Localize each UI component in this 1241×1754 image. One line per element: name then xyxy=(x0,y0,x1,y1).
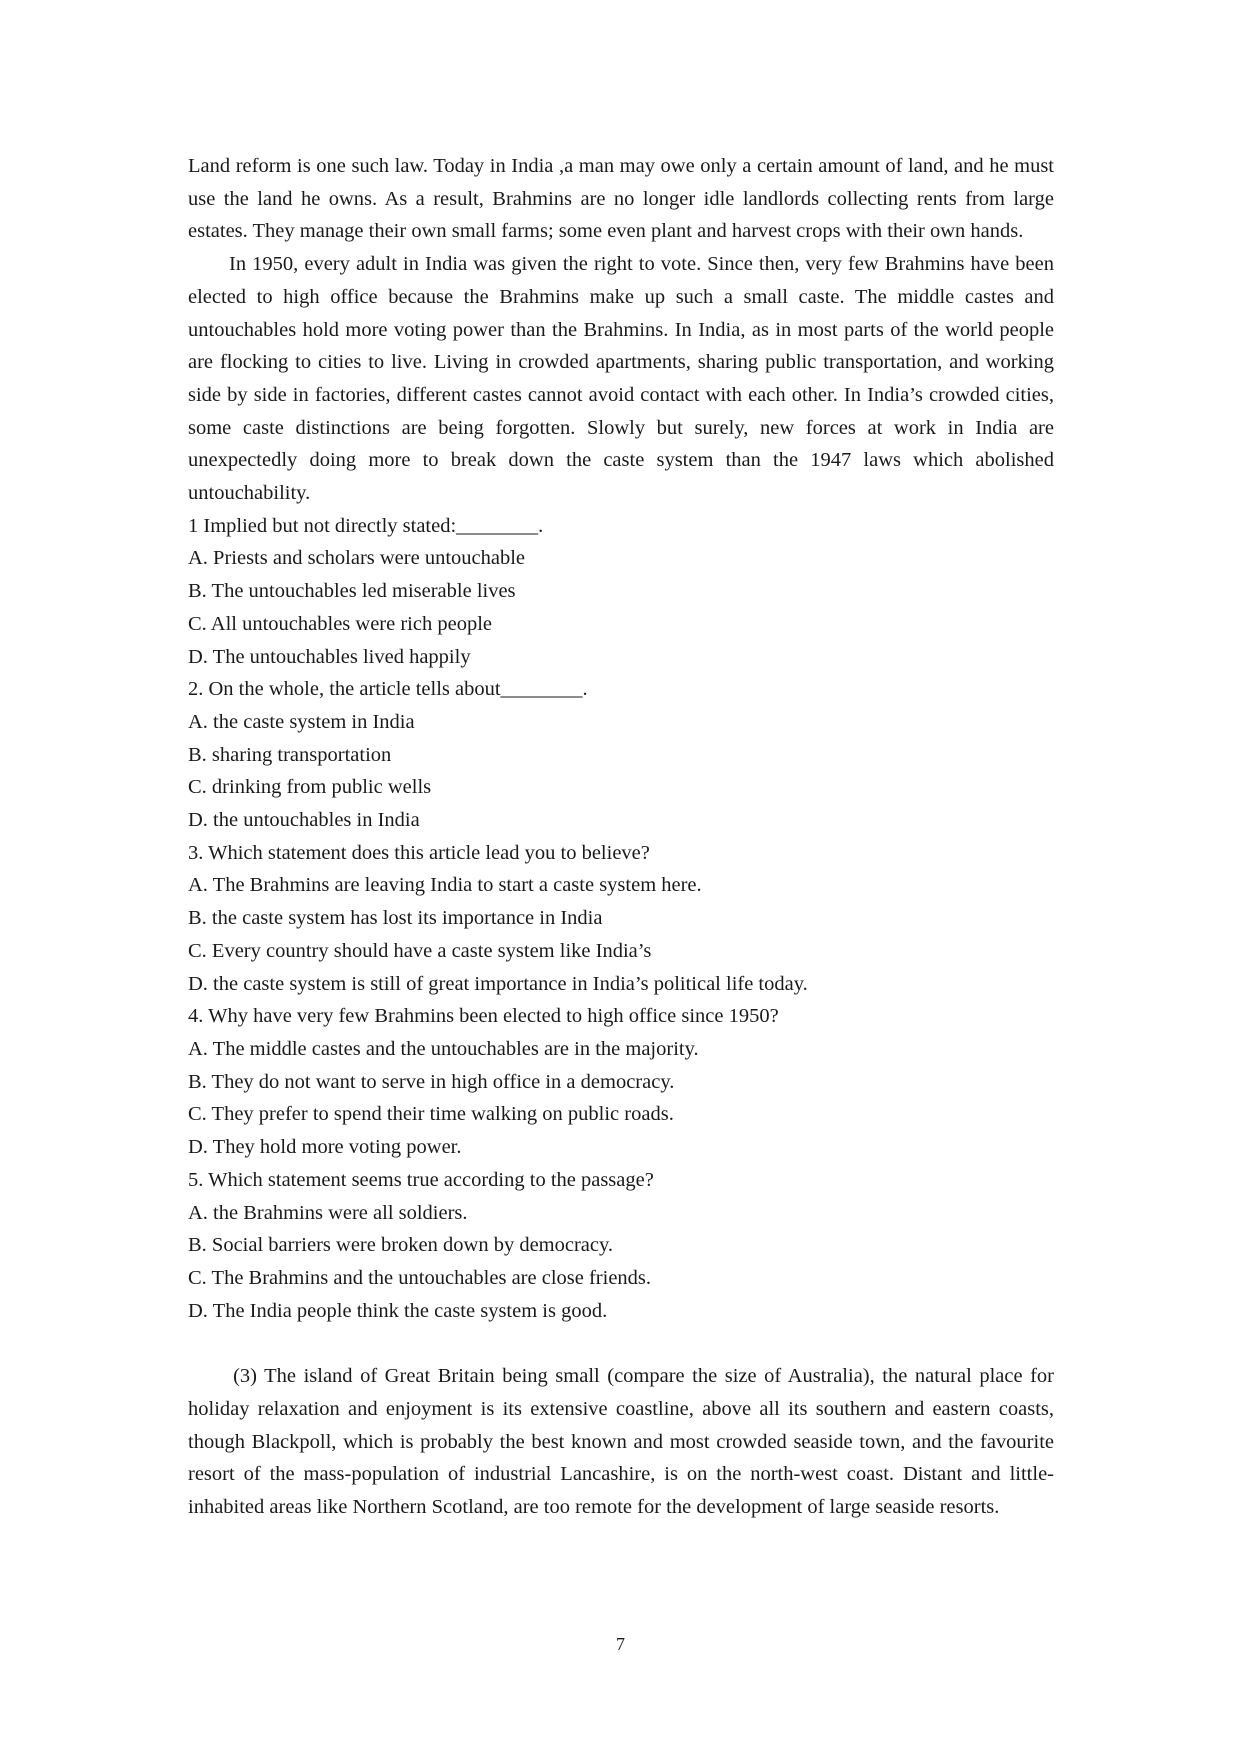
passage-3-paragraph: (3) The island of Great Britain being small (compare the size of Australia), the natural place for holiday relaxation and enjoyment is its extensive coastline, above all its southern and eastern coasts, though Blackpoll, which is probably the best known and most crowded seaside town, and the favourite resort of the mass-population of industrial Lancashire, is on the north-west coast. Distant and little-inhabited areas like Northern Scotland, are too remote for the development of large seaside resorts. xyxy=(188,1365,1054,1519)
answer-option: D. the caste system is still of great importance in India’s political life today. xyxy=(188,972,808,995)
question-stem: 1 Implied but not directly stated:________. xyxy=(188,514,544,537)
answer-option: C. All untouchables were rich people xyxy=(188,612,492,635)
answer-option: C. drinking from public wells xyxy=(188,776,432,799)
section-spacer xyxy=(188,1327,1054,1360)
question-3 xyxy=(188,837,1054,1001)
answer-option: A. the caste system in India xyxy=(188,710,415,733)
passage-paragraph: Land reform is one such law. Today in India ,a man may owe only a certain amount of land, and he must use the land he owns. As a result, Brahmins are no longer idle landlords collecting rents from large estates. They manage their own small farms; some even plant and harvest crops with their own hands. xyxy=(188,155,1054,243)
question-stem: 5. Which statement seems true according to the passage? xyxy=(188,1168,654,1191)
answer-option: C. Every country should have a caste system like India’s xyxy=(188,939,652,962)
answer-option: A. The Brahmins are leaving India to start a caste system here. xyxy=(188,874,702,897)
answer-option: C. The Brahmins and the untouchables are close friends. xyxy=(188,1266,652,1289)
answer-option: B. the caste system has lost its importance in India xyxy=(188,907,603,930)
question-1 xyxy=(188,510,1054,674)
question-4 xyxy=(188,1000,1054,1164)
answer-option: D. They hold more voting power. xyxy=(188,1136,462,1159)
answer-option: B. Social barriers were broken down by democracy. xyxy=(188,1234,614,1257)
question-stem: 2. On the whole, the article tells about________. xyxy=(188,678,588,701)
answer-option: B. They do not want to serve in high office in a democracy. xyxy=(188,1070,675,1093)
question-2 xyxy=(188,673,1054,837)
page-number: 7 xyxy=(616,1634,625,1654)
answer-option: C. They prefer to spend their time walking on public roads. xyxy=(188,1103,674,1126)
answer-option: D. The India people think the caste system is good. xyxy=(188,1299,608,1322)
answer-option: D. The untouchables lived happily xyxy=(188,645,471,668)
question-stem: 4. Why have very few Brahmins been elected to high office since 1950? xyxy=(188,1005,779,1028)
question-stem: 3. Which statement does this article lead you to believe? xyxy=(188,841,650,864)
answer-option: A. The middle castes and the untouchables are in the majority. xyxy=(188,1037,699,1060)
answer-option: A. Priests and scholars were untouchable xyxy=(188,547,526,570)
answer-option: A. the Brahmins were all soldiers. xyxy=(188,1201,468,1224)
question-5 xyxy=(188,1164,1054,1328)
passage-paragraph: In 1950, every adult in India was given the right to vote. Since then, very few Brahmins have been elected to high office because the Brahmins make up such a small caste. The middle castes and untouchables hold more voting power than the Brahmins. In India, as in most parts of the world people are flocking to cities to live. Living in crowded apartments, sharing public transportation, and working side by side in factories, different castes cannot avoid contact with each other. In India’s crowded cities, some caste distinctions are being forgotten. Slowly but surely, new forces at work in India are unexpectedly doing more to break down the caste system than the 1947 laws which abolished untouchability. xyxy=(188,253,1054,505)
answer-option: D. the untouchables in India xyxy=(188,809,420,832)
document-page xyxy=(188,150,1054,1524)
answer-option: B. The untouchables led miserable lives xyxy=(188,580,516,603)
answer-option: B. sharing transportation xyxy=(188,743,392,766)
